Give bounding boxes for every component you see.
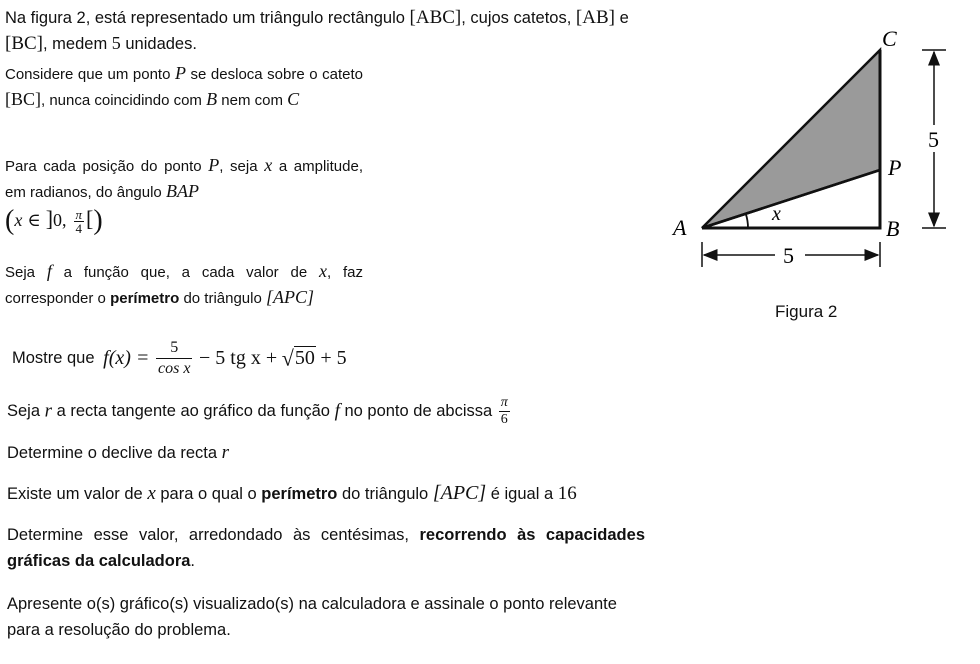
math-ab: [AB] [575,7,615,28]
angle-paragraph: Para cada posição do ponto P, seja x a amplitude, em radianos, do ângulo BAP [5,155,363,201]
determine-paragraph: Determine esse valor, arredondado às centésimas, recorrendo às capacidades gráficas da calculadora. [7,526,645,570]
label-p: P [888,155,902,180]
label-x: x [772,203,781,225]
show-formula: Mostre que f(x) = $\frac{5}{\text{cos x}}$ − 5 tg x + √50 + 5 [12,339,347,377]
pi-over-6: $\frac{\pi}{6}$ [500,395,508,427]
intro-paragraph [5,5,720,57]
shaded-triangle-apc [702,50,880,228]
dim-right-label: 5 [928,127,939,152]
intro-line-2: [BC], medem 5 unidades. [5,33,197,54]
dim-bottom-label: 5 [783,243,794,268]
label-a: A [673,215,687,240]
label-b: B [886,216,900,241]
function-paragraph: Seja f a função que, a cada valor de x, faz corresponder o perímetro do triângulo [APC] [5,261,363,307]
point-paragraph: Considere que um ponto P se desloca sobre o cateto [BC], nunca coincidindo com B nem com C [5,63,364,109]
fraction-5-cos: $\frac{5}{\text{cos x}}$ [157,339,191,377]
exists-paragraph: Existe um valor de x para o qual o perímetro do triângulo [APC] é igual a 16 [7,482,577,504]
math-bc: [BC] [5,33,43,54]
figure-caption: Figura 2 [775,302,838,321]
angle-arc [746,214,748,228]
label-c: C [882,26,897,51]
angle-interval: (x ∈ ]0, $\frac{\pi}{4}$ [) [5,205,103,236]
present-paragraph: Apresente o(s) gráfico(s) visualizado(s) na calculadora e assinale o ponto relevante para a resolução do problema. [7,595,617,639]
slope-paragraph: Determine o declive da recta r [7,442,230,463]
math-abc: [ABC] [409,7,462,28]
tangent-paragraph: Seja r a recta tangente ao gráfico da função f no ponto de abcissa $\frac{\pi}{6}$ [7,395,508,427]
figure-2-triangle [660,20,960,280]
intro-line: Na figura 2, está representado um triângulo rectângulo [ABC], cujos catetos, [AB] e [5,7,629,28]
pi-over-4: $\frac{\pi}{4}$ [75,206,83,236]
